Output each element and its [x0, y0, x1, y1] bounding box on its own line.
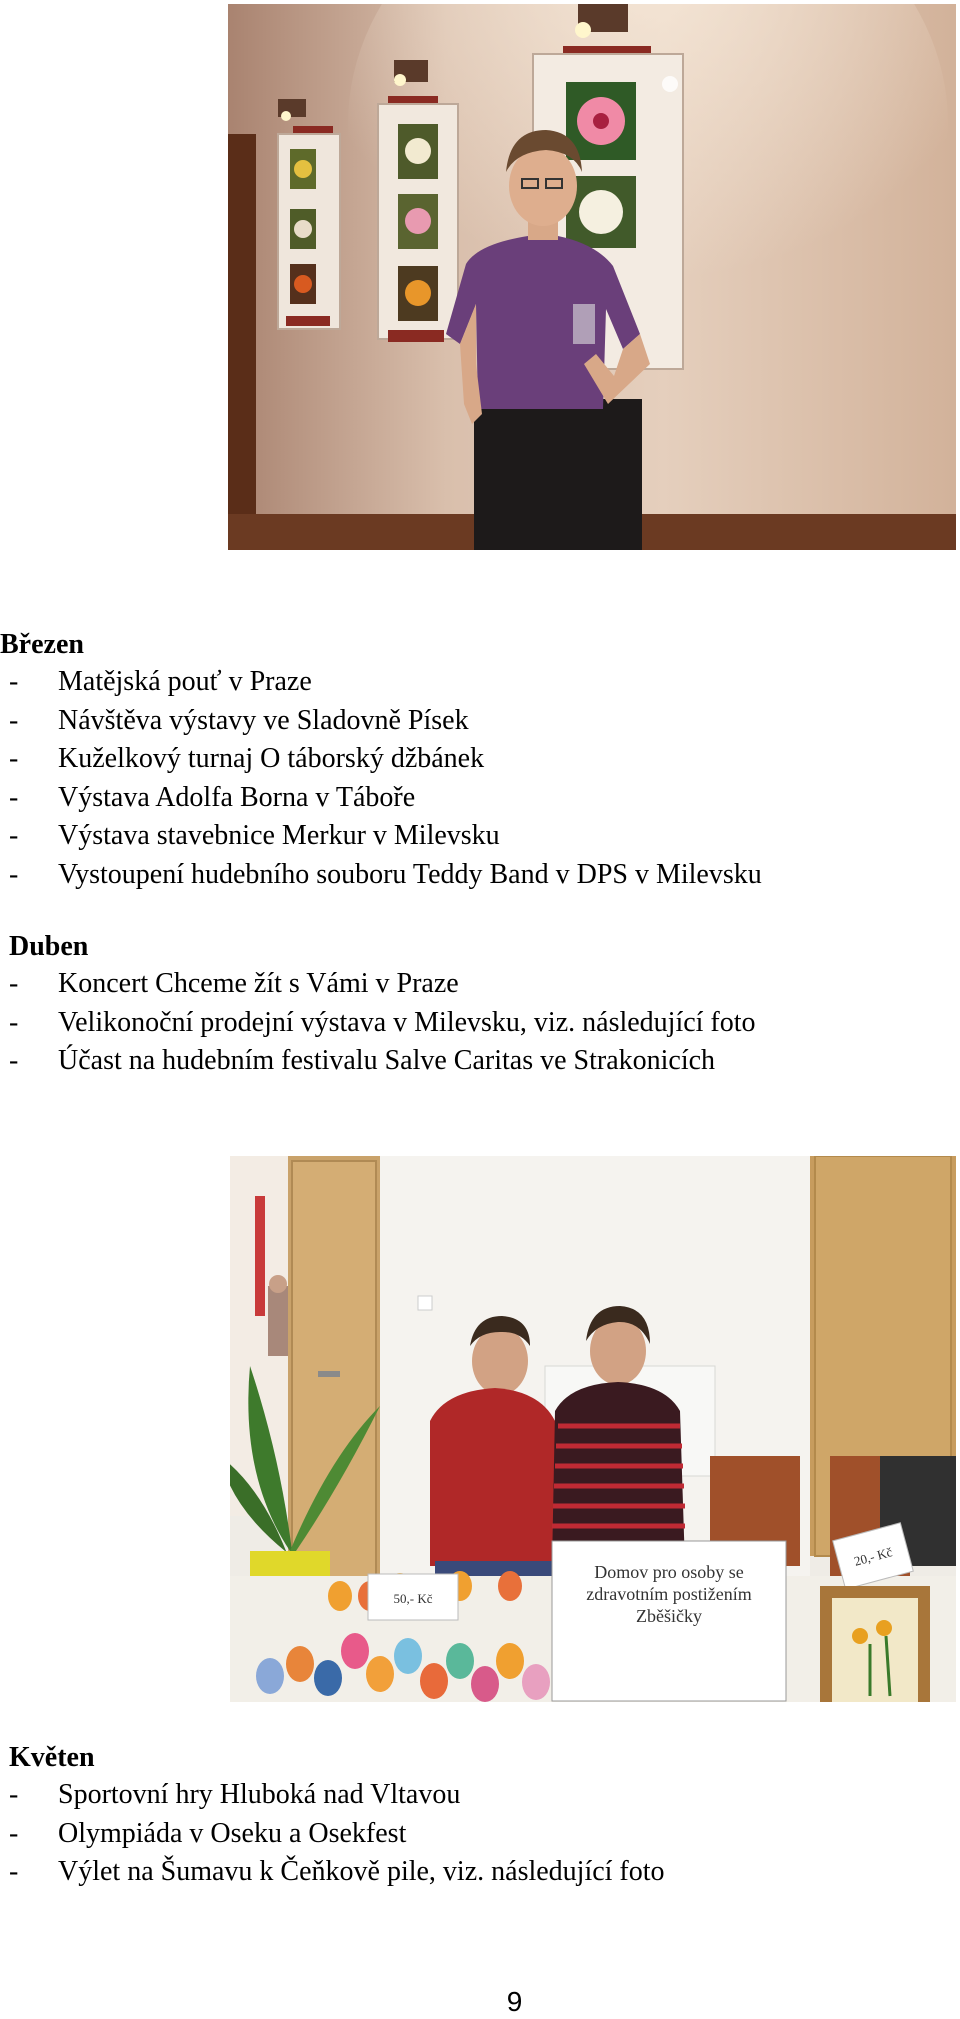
- list-item: [0, 663, 960, 702]
- section-kveten: [0, 1740, 960, 1892]
- event-list: [0, 663, 960, 894]
- section-brezen: [0, 627, 960, 894]
- sign-line1: Domov pro osoby se: [594, 1562, 744, 1582]
- list-item-text: Výstava Adolfa Borna v Táboře: [58, 781, 416, 813]
- list-item: [0, 779, 960, 818]
- list-item: [0, 702, 960, 741]
- list-bullet: -: [9, 666, 19, 697]
- list-item-text: Návštěva výstavy ve Sladovně Písek: [58, 704, 469, 736]
- list-item: [0, 1853, 960, 1892]
- list-bullet: -: [9, 1856, 19, 1887]
- list-item: [0, 965, 960, 1004]
- list-item-text: Kuželkový turnaj O táborský džbánek: [58, 743, 485, 774]
- list-bullet: -: [9, 704, 19, 736]
- section-heading: Březen: [0, 629, 84, 660]
- list-item-text: Olympiáda v Oseku a Osekfest: [58, 1817, 407, 1849]
- list-item-text: Matějská pouť v Praze: [58, 666, 312, 697]
- list-bullet: -: [9, 1779, 19, 1810]
- sign-line2: zdravotním postižením: [586, 1584, 752, 1604]
- list-item: [0, 1004, 960, 1043]
- list-item-text: Výlet na Šumavu k Čeňkově pile, viz. následující foto: [58, 1856, 665, 1887]
- price-tag-text: 50,- Kč: [393, 1591, 433, 1606]
- list-item-text: Účast na hudebním festivalu Salve Caritas ve Strakonicích: [58, 1045, 716, 1076]
- list-bullet: -: [9, 1006, 19, 1038]
- section-heading: Květen: [9, 1742, 95, 1773]
- event-list: [0, 1776, 960, 1892]
- list-bullet: -: [9, 1817, 19, 1849]
- page-number: 9: [506, 1986, 523, 2017]
- list-item: [0, 740, 960, 779]
- section-heading: Duben: [9, 931, 89, 962]
- list-bullet: -: [9, 820, 19, 851]
- exhibition-photo: [228, 4, 956, 550]
- list-bullet: -: [9, 858, 19, 890]
- list-item-text: Sportovní hry Hluboká nad Vltavou: [58, 1779, 461, 1810]
- list-bullet: -: [9, 968, 19, 999]
- event-list: [0, 965, 960, 1081]
- list-item-text: Výstava stavebnice Merkur v Milevsku: [58, 820, 500, 851]
- list-bullet: -: [9, 743, 19, 774]
- list-item-text: Vystoupení hudebního souboru Teddy Band v DPS v Milevsku: [58, 858, 762, 890]
- list-item: [0, 856, 960, 895]
- list-item: [0, 1776, 960, 1815]
- list-item: [0, 1815, 960, 1854]
- exhibition-photo-image: [228, 4, 956, 550]
- section-duben: [0, 929, 960, 1081]
- easter-sale-photo-image: [230, 1156, 956, 1702]
- list-bullet: -: [9, 781, 19, 813]
- list-item: [0, 1042, 960, 1081]
- list-bullet: -: [9, 1045, 19, 1076]
- list-item-text: Koncert Chceme žít s Vámi v Praze: [58, 968, 459, 999]
- easter-sale-photo: [230, 1156, 956, 1702]
- price-tag-text: 20,- Kč: [852, 1544, 894, 1569]
- list-item-text: Velikonoční prodejní výstava v Milevsku, viz. následující foto: [58, 1006, 756, 1038]
- sign-line3: Zběšičky: [636, 1606, 702, 1626]
- list-item: [0, 817, 960, 856]
